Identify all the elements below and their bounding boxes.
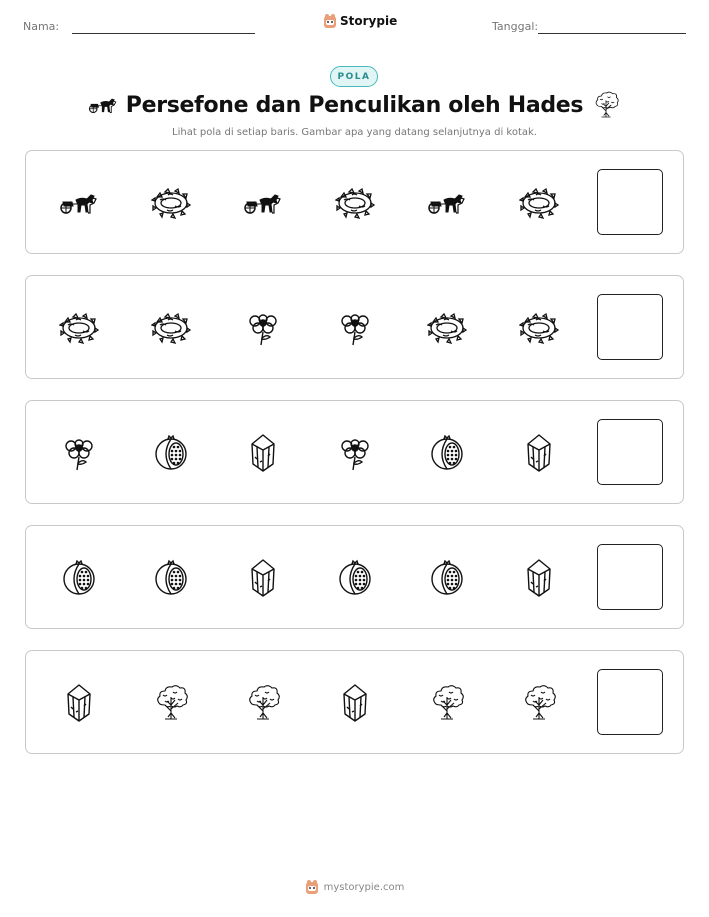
flower-icon (243, 308, 283, 348)
footer (0, 879, 709, 895)
pattern-cell (151, 308, 191, 348)
wreath-icon (151, 308, 191, 348)
brand-name: Storypie (340, 14, 398, 28)
pattern-cell (427, 558, 467, 598)
date-label: Tanggal: (492, 20, 539, 33)
answer-box[interactable] (597, 169, 663, 235)
pomegranate-icon (151, 558, 191, 598)
pattern-cell (151, 183, 191, 223)
flower-icon (59, 433, 99, 473)
page-title: Persefone dan Penculikan oleh Hades (125, 92, 584, 118)
flower-icon (335, 433, 375, 473)
wreath-icon (427, 308, 467, 348)
wreath-icon (335, 183, 375, 223)
wreath-icon (151, 183, 191, 223)
pattern-row (25, 400, 684, 504)
wreath-icon (59, 308, 99, 348)
storypie-logo-icon (305, 879, 319, 895)
flower-icon (335, 308, 375, 348)
pattern-cell (335, 308, 375, 348)
pattern-cell (243, 183, 283, 223)
crystal-icon (243, 558, 283, 598)
pattern-cell (427, 683, 467, 723)
pomegranate-icon (427, 433, 467, 473)
name-label: Nama: (23, 20, 60, 33)
pattern-cell (335, 183, 375, 223)
pattern-cell (427, 183, 467, 223)
pattern-cell (243, 683, 283, 723)
pattern-cell (243, 558, 283, 598)
answer-box[interactable] (597, 419, 663, 485)
crystal-icon (335, 683, 375, 723)
instructions: Lihat pola di setiap baris. Gambar apa yang datang selanjutnya di kotak. (172, 127, 537, 138)
pomegranate-icon (335, 558, 375, 598)
pattern-cell (335, 433, 375, 473)
chariot-icon (427, 183, 467, 223)
pattern-cell (59, 308, 99, 348)
pattern-badge: POLA (330, 66, 378, 87)
answer-box[interactable] (597, 669, 663, 735)
answer-box[interactable] (597, 294, 663, 360)
crystal-icon (519, 433, 559, 473)
pattern-cell (335, 558, 375, 598)
pattern-cell (59, 183, 99, 223)
tree-icon (151, 683, 191, 723)
pattern-cell (519, 558, 559, 598)
pattern-cell (519, 308, 559, 348)
pattern-row (25, 150, 684, 254)
pattern-cell (243, 433, 283, 473)
pattern-cell (335, 683, 375, 723)
chariot-icon (243, 183, 283, 223)
pattern-cell (151, 558, 191, 598)
pattern-cell (59, 558, 99, 598)
footer-url: mystorypie.com (323, 881, 405, 893)
chariot-icon (88, 90, 118, 120)
pattern-row (25, 650, 684, 754)
pomegranate-icon (151, 433, 191, 473)
tree-icon (243, 683, 283, 723)
pomegranate-icon (59, 558, 99, 598)
crystal-icon (519, 558, 559, 598)
pattern-cell (59, 683, 99, 723)
crystal-icon (243, 433, 283, 473)
pattern-cell (519, 433, 559, 473)
title-block (0, 90, 709, 120)
tree-icon (427, 683, 467, 723)
pattern-row (25, 525, 684, 629)
wreath-icon (519, 183, 559, 223)
date-line[interactable] (538, 33, 686, 34)
pattern-cell (59, 433, 99, 473)
pattern-cell (427, 433, 467, 473)
pattern-cell (519, 683, 559, 723)
pattern-row (25, 275, 684, 379)
brand (323, 13, 397, 29)
wreath-icon (519, 308, 559, 348)
pomegranate-icon (427, 558, 467, 598)
tree-icon (519, 683, 559, 723)
pattern-cell (519, 183, 559, 223)
chariot-icon (59, 183, 99, 223)
answer-box[interactable] (597, 544, 663, 610)
name-line[interactable] (72, 33, 255, 34)
pattern-cell (151, 433, 191, 473)
tree-icon (591, 90, 621, 120)
crystal-icon (59, 683, 99, 723)
storypie-logo-icon (323, 13, 337, 29)
pattern-cell (427, 308, 467, 348)
pattern-cell (151, 683, 191, 723)
pattern-cell (243, 308, 283, 348)
